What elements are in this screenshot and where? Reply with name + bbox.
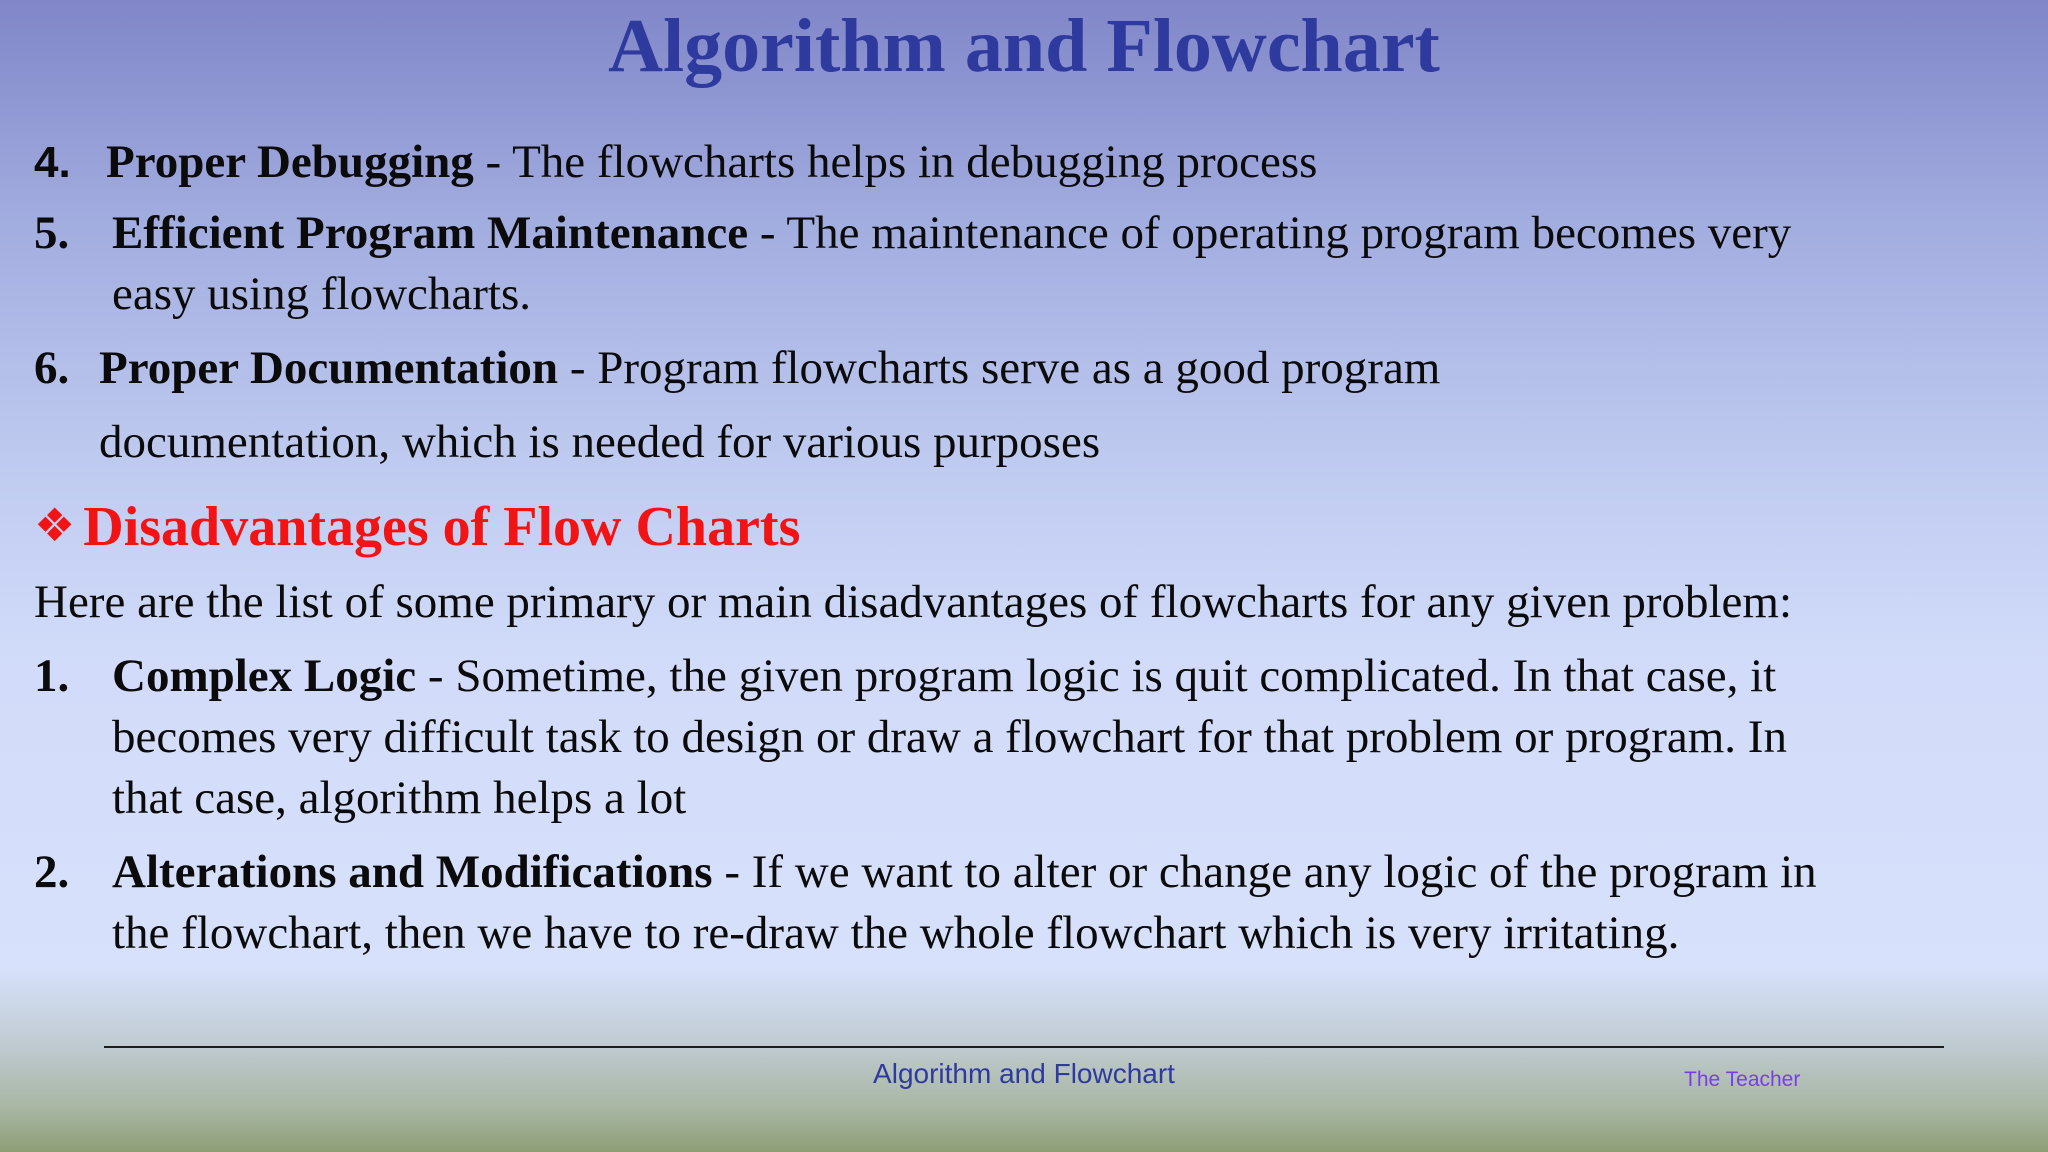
item-text-line: becomes very difficult task to design or draw a flowchart for that problem or program. In	[112, 711, 1787, 763]
section-heading-text: Disadvantages of Flow Charts	[83, 496, 801, 558]
item-text-line: The flowcharts helps in debugging process	[512, 136, 1318, 188]
item-text-line: that case, algorithm helps a lot	[112, 772, 687, 824]
item-term: Proper Documentation	[99, 342, 559, 394]
footer-title: Algorithm and Flowchart	[873, 1058, 1175, 1089]
item-text-line: Program flowcharts serve as a good program	[597, 342, 1441, 394]
item-term: Proper Debugging	[106, 136, 474, 188]
item-term: Alterations and Modifications	[112, 846, 713, 898]
item-text-line: easy using flowcharts.	[112, 268, 531, 320]
item-text-line: If we want to alter or change any logic of the program in	[751, 846, 1817, 898]
item-separator: -	[473, 136, 513, 188]
item-number: 1.	[34, 650, 70, 702]
item-text-line: Sometime, the given program logic is quit complicated. In that case, it	[455, 650, 1777, 702]
item-separator: -	[748, 207, 787, 259]
item-text-line: documentation, which is needed for various purposes	[99, 416, 1101, 468]
item-term: Efficient Program Maintenance	[112, 207, 749, 259]
item-number: 5.	[34, 207, 70, 259]
section-intro: Here are the list of some primary or main disadvantages of flowcharts for any given problem:	[34, 576, 1793, 628]
item-term: Complex Logic	[112, 650, 417, 702]
item-separator: -	[416, 650, 456, 702]
footer-divider	[104, 1046, 1944, 1048]
slide-title: Algorithm and Flowchart	[608, 4, 1440, 88]
item-text-line: The maintenance of operating program becomes very	[786, 207, 1792, 259]
diamond-bullet-icon: ❖	[34, 498, 76, 552]
item-number: 4.	[34, 138, 71, 187]
item-text-line: the flowchart, then we have to re-draw the whole flowchart which is very irritating.	[112, 907, 1680, 959]
item-separator: -	[558, 342, 598, 394]
item-number: 2.	[34, 846, 70, 898]
footer-author: The Teacher	[1684, 1068, 1801, 1091]
item-separator: -	[712, 846, 752, 898]
item-number: 6.	[34, 342, 70, 394]
section-heading	[34, 490, 800, 562]
